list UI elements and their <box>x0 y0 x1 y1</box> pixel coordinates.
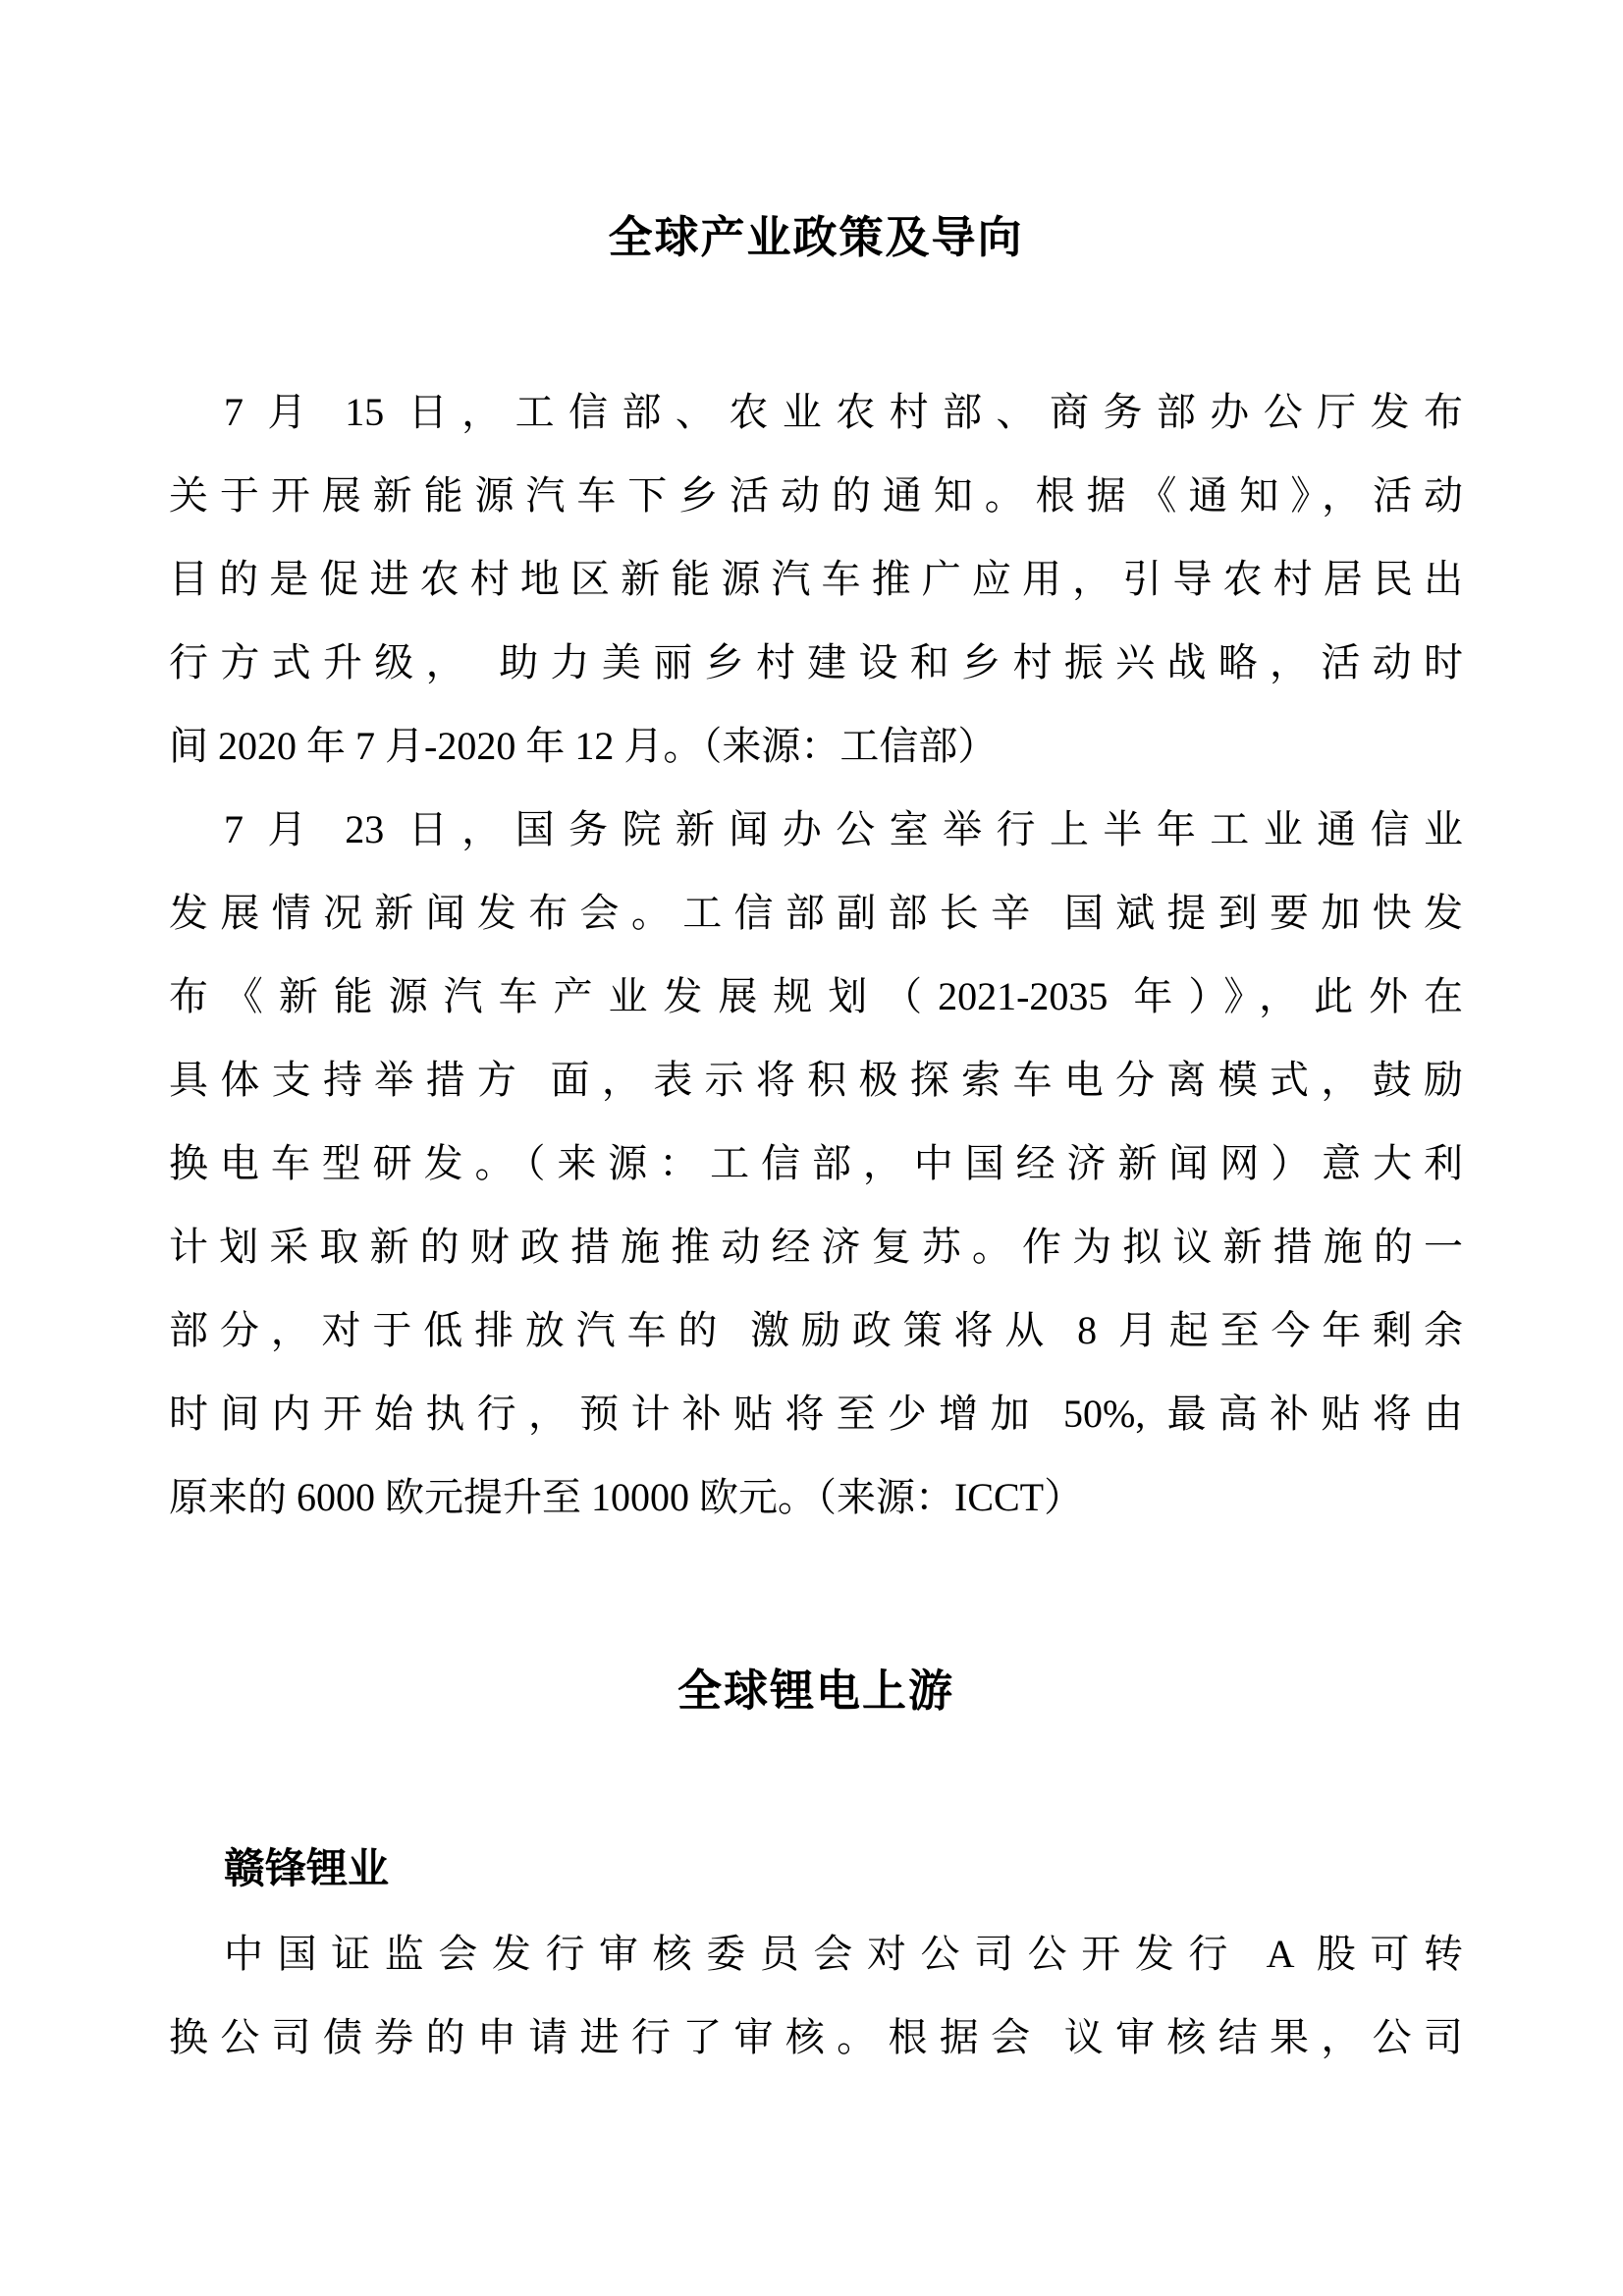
body-line: 发展情况新闻发布会。工信部副部长辛 国斌提到要加快发 <box>169 891 1463 935</box>
body-line: 7 月 23 日，国务院新闻办公室举行上半年工业通信业 <box>224 807 1463 851</box>
body-line: 部分，对于低排放汽车的 激励政策将从 8 月起至今年剩余 <box>169 1308 1463 1352</box>
section-heading-policy: 全球产业政策及导向 <box>608 213 1024 262</box>
body-line: 原来的 6000 欧元提升至 10000 欧元。（来源：ICCT） <box>169 1475 1084 1519</box>
body-line: 具体支持举措方 面，表示将积极探索车电分离模式，鼓励 <box>169 1058 1463 1102</box>
body-line: 换电车型研发。（来源：工信部，中国经济新闻网）意大利 <box>169 1141 1463 1185</box>
body-line: 行方式升级， 助力美丽乡村建设和乡村振兴战略，活动时 <box>169 640 1463 684</box>
body-line: 间 2020 年 7 月-2020 年 12 月。（来源：工信部） <box>169 724 998 768</box>
body-line: 计划采取新的财政措施推动经济复苏。作为拟议新措施的一 <box>169 1225 1463 1269</box>
body-line: 布《新能源汽车产业发展规划（2021-2035 年）》，此外在 <box>169 974 1463 1018</box>
paragraph-policy-2 <box>169 788 1463 1539</box>
company-subheading-ganfeng: 赣锋锂业 <box>224 1847 390 1892</box>
body-line: 目的是促进农村地区新能源汽车推广应用，引导农村居民出 <box>169 557 1463 601</box>
paragraph-ganfeng-1 <box>169 1912 1463 2079</box>
body-line: 中国证监会发行审核委员会对公司公开发行 A 股可转 <box>224 1932 1463 1976</box>
body-line: 换公司债券的申请进行了审核。根据会 议审核结果，公司 <box>169 2015 1463 2059</box>
body-line: 时间内开始执行，预计补贴将至少增加 50%, 最高补贴将由 <box>169 1392 1463 1436</box>
section-heading-lithium-upstream: 全球锂电上游 <box>676 1667 954 1716</box>
body-line: 关于开展新能源汽车下乡活动的通知。根据《通知》，活动 <box>169 473 1463 518</box>
body-line: 7 月 15 日，工信部、农业农村部、商务部办公厅发布 <box>224 390 1463 434</box>
paragraph-policy-1 <box>169 370 1463 788</box>
